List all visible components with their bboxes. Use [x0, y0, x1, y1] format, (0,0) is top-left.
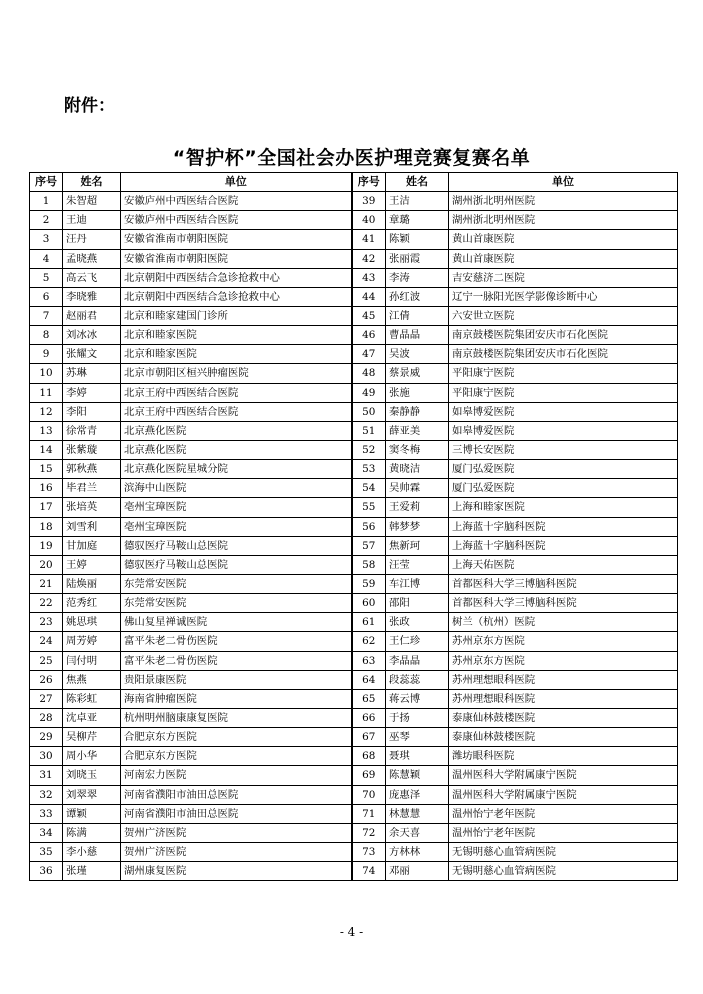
row-unit-right: 泰康仙林鼓楼医院	[449, 728, 678, 747]
row-unit: 安徽省淮南市朝阳医院	[121, 249, 352, 268]
row-name-right: 车江博	[386, 574, 449, 593]
row-name: 刘冰冰	[63, 326, 121, 345]
row-name-right: 吴波	[386, 345, 449, 364]
table-row	[30, 287, 678, 306]
row-unit: 亳州宝璋医院	[121, 498, 352, 517]
row-unit: 贺州广济医院	[121, 842, 352, 861]
row-name: 刘雪利	[63, 517, 121, 536]
row-name-right: 蔡景威	[386, 364, 449, 383]
row-no-right: 64	[352, 670, 386, 689]
row-unit: 河南省濮阳市油田总医院	[121, 804, 352, 823]
row-no: 12	[30, 402, 63, 421]
row-no-right: 44	[352, 287, 386, 306]
row-no: 24	[30, 632, 63, 651]
row-unit-right: 温州怡宁老年医院	[449, 804, 678, 823]
row-unit-right: 无锡明慈心血管病医院	[449, 842, 678, 861]
row-no: 20	[30, 555, 63, 574]
row-name-right: 方林林	[386, 842, 449, 861]
row-unit: 杭州明州脑康康复医院	[121, 708, 352, 727]
row-name-right: 余天喜	[386, 823, 449, 842]
row-name: 吴柳芹	[63, 728, 121, 747]
row-name-right: 王爱莉	[386, 498, 449, 517]
row-name: 李婷	[63, 383, 121, 402]
table-row	[30, 613, 678, 632]
row-unit: 河南省濮阳市油田总医院	[121, 785, 352, 804]
row-name: 陆焕丽	[63, 574, 121, 593]
row-unit-right: 首都医科大学三博脑科医院	[449, 594, 678, 613]
row-unit-right: 三博长安医院	[449, 440, 678, 459]
row-no: 34	[30, 823, 63, 842]
row-name: 闫付明	[63, 651, 121, 670]
row-name-right: 林慧慧	[386, 804, 449, 823]
row-unit-right: 苏州理想眼科医院	[449, 670, 678, 689]
row-unit-right: 上海蓝十字脑科医院	[449, 517, 678, 536]
row-no-right: 51	[352, 421, 386, 440]
row-unit: 北京王府中西医结合医院	[121, 402, 352, 421]
row-unit: 北京和睦家建国门诊所	[121, 306, 352, 325]
table-row	[30, 440, 678, 459]
row-unit: 北京王府中西医结合医院	[121, 383, 352, 402]
row-no-right: 57	[352, 536, 386, 555]
row-unit: 安徽庐州中西医结合医院	[121, 211, 352, 230]
table-row	[30, 823, 678, 842]
row-unit: 北京和睦家医院	[121, 326, 352, 345]
row-name: 毕君兰	[63, 479, 121, 498]
row-no: 16	[30, 479, 63, 498]
row-name: 王迪	[63, 211, 121, 230]
row-unit-right: 上海和睦家医院	[449, 498, 678, 517]
table-row	[30, 689, 678, 708]
row-name-right: 李涛	[386, 268, 449, 287]
row-unit: 安徽庐州中西医结合医院	[121, 192, 352, 211]
row-unit: 北京市朝阳区桓兴肿瘤医院	[121, 364, 352, 383]
row-unit: 贵阳景康医院	[121, 670, 352, 689]
row-no: 10	[30, 364, 63, 383]
table-row	[30, 192, 678, 211]
row-name-right: 秦静静	[386, 402, 449, 421]
row-unit-right: 六安世立医院	[449, 306, 678, 325]
row-unit-right: 吉安慈济二医院	[449, 268, 678, 287]
row-unit: 德驭医疗马鞍山总医院	[121, 536, 352, 555]
row-name-right: 于扬	[386, 708, 449, 727]
row-no-right: 50	[352, 402, 386, 421]
row-name-right: 王洁	[386, 192, 449, 211]
row-no: 13	[30, 421, 63, 440]
row-unit: 滨海中山医院	[121, 479, 352, 498]
row-name: 姚思琪	[63, 613, 121, 632]
table-row	[30, 728, 678, 747]
table-row	[30, 326, 678, 345]
row-name: 王婷	[63, 555, 121, 574]
row-no: 33	[30, 804, 63, 823]
row-name-right: 段蕊蕊	[386, 670, 449, 689]
row-name-right: 聂琪	[386, 747, 449, 766]
row-unit: 海南省肿瘤医院	[121, 689, 352, 708]
row-no-right: 56	[352, 517, 386, 536]
table-row	[30, 555, 678, 574]
row-no-right: 68	[352, 747, 386, 766]
row-name: 周芳婷	[63, 632, 121, 651]
row-no: 17	[30, 498, 63, 517]
row-name: 刘晓玉	[63, 766, 121, 785]
row-name: 李小慈	[63, 842, 121, 861]
row-no: 3	[30, 230, 63, 249]
row-unit: 河南宏力医院	[121, 766, 352, 785]
row-name-right: 孙红波	[386, 287, 449, 306]
table-row	[30, 594, 678, 613]
row-no-right: 60	[352, 594, 386, 613]
row-name-right: 邵阳	[386, 594, 449, 613]
row-no: 31	[30, 766, 63, 785]
table-row	[30, 249, 678, 268]
roster-table	[29, 172, 678, 881]
table-row	[30, 651, 678, 670]
row-name: 陈满	[63, 823, 121, 842]
row-unit-right: 无锡明慈心血管病医院	[449, 862, 678, 881]
row-unit-right: 首都医科大学三博脑科医院	[449, 574, 678, 593]
row-name-right: 庞惠泽	[386, 785, 449, 804]
row-unit-right: 上海蓝十字脑科医院	[449, 536, 678, 555]
row-name: 高云飞	[63, 268, 121, 287]
table-row	[30, 536, 678, 555]
table-row	[30, 230, 678, 249]
row-unit: 安徽省淮南市朝阳医院	[121, 230, 352, 249]
table-row	[30, 402, 678, 421]
row-no-right: 63	[352, 651, 386, 670]
row-unit: 北京和睦家医院	[121, 345, 352, 364]
row-unit-right: 平阳康宁医院	[449, 364, 678, 383]
row-unit-right: 温州怡宁老年医院	[449, 823, 678, 842]
row-name-right: 章璐	[386, 211, 449, 230]
row-name-right: 张丽霞	[386, 249, 449, 268]
row-unit: 湖州康复医院	[121, 862, 352, 881]
row-no-right: 66	[352, 708, 386, 727]
row-name: 郭秋燕	[63, 460, 121, 479]
attachment-label: 附件：	[64, 96, 115, 116]
row-name: 张耀文	[63, 345, 121, 364]
row-unit-right: 温州医科大学附属康宁医院	[449, 766, 678, 785]
row-name-right: 汪莹	[386, 555, 449, 574]
row-unit-right: 如皋博爱医院	[449, 421, 678, 440]
table-row	[30, 708, 678, 727]
row-unit-right: 苏州京东方医院	[449, 651, 678, 670]
row-no: 21	[30, 574, 63, 593]
row-no-right: 46	[352, 326, 386, 345]
row-unit: 东莞常安医院	[121, 574, 352, 593]
row-name: 张培英	[63, 498, 121, 517]
row-no-right: 61	[352, 613, 386, 632]
row-unit: 北京朝阳中西医结合急诊抢救中心	[121, 268, 352, 287]
row-no-right: 42	[352, 249, 386, 268]
row-name: 赵丽君	[63, 306, 121, 325]
row-no-right: 58	[352, 555, 386, 574]
row-no-right: 59	[352, 574, 386, 593]
row-no: 22	[30, 594, 63, 613]
row-no-right: 69	[352, 766, 386, 785]
row-no: 19	[30, 536, 63, 555]
row-name: 孟晓燕	[63, 249, 121, 268]
table-row	[30, 211, 678, 230]
row-unit: 合肥京东方医院	[121, 728, 352, 747]
row-name-right: 王仁珍	[386, 632, 449, 651]
row-name: 周小华	[63, 747, 121, 766]
row-unit: 合肥京东方医院	[121, 747, 352, 766]
row-name: 朱智超	[63, 192, 121, 211]
row-no: 29	[30, 728, 63, 747]
row-name: 范秀红	[63, 594, 121, 613]
table-row	[30, 479, 678, 498]
row-unit-right: 湖州浙北明州医院	[449, 211, 678, 230]
row-unit-right: 南京鼓楼医院集团安庆市石化医院	[449, 345, 678, 364]
table-row	[30, 747, 678, 766]
row-unit: 北京燕化医院	[121, 421, 352, 440]
row-no-right: 47	[352, 345, 386, 364]
table-header-row	[30, 173, 678, 192]
table-row	[30, 670, 678, 689]
row-no: 15	[30, 460, 63, 479]
row-no: 5	[30, 268, 63, 287]
row-unit-right: 黄山首康医院	[449, 249, 678, 268]
row-no-right: 72	[352, 823, 386, 842]
row-no-right: 55	[352, 498, 386, 517]
row-no: 14	[30, 440, 63, 459]
row-unit: 佛山复星禅诚医院	[121, 613, 352, 632]
table-row	[30, 498, 678, 517]
row-no-right: 39	[352, 192, 386, 211]
table-row	[30, 862, 678, 881]
row-no: 36	[30, 862, 63, 881]
row-name-right: 李晶晶	[386, 651, 449, 670]
page-title: “智护杯”全国社会办医护理竞赛复赛名单	[172, 147, 531, 169]
header-no-right: 序号	[352, 173, 386, 192]
page-number: - 4 -	[339, 925, 364, 939]
row-name: 苏琳	[63, 364, 121, 383]
row-no-right: 48	[352, 364, 386, 383]
row-no-right: 70	[352, 785, 386, 804]
row-unit: 亳州宝璋医院	[121, 517, 352, 536]
row-name: 李阳	[63, 402, 121, 421]
row-no-right: 41	[352, 230, 386, 249]
row-no-right: 43	[352, 268, 386, 287]
table-row	[30, 766, 678, 785]
table-row	[30, 785, 678, 804]
header-no: 序号	[30, 173, 63, 192]
table-row	[30, 517, 678, 536]
row-unit-right: 厦门弘爱医院	[449, 479, 678, 498]
row-no: 2	[30, 211, 63, 230]
row-unit-right: 苏州京东方医院	[449, 632, 678, 651]
row-name-right: 陈慧颖	[386, 766, 449, 785]
row-unit-right: 温州医科大学附属康宁医院	[449, 785, 678, 804]
row-no-right: 74	[352, 862, 386, 881]
row-name: 张紫璇	[63, 440, 121, 459]
row-no: 8	[30, 326, 63, 345]
row-unit-right: 平阳康宁医院	[449, 383, 678, 402]
row-name: 谭颖	[63, 804, 121, 823]
row-no-right: 52	[352, 440, 386, 459]
row-no-right: 67	[352, 728, 386, 747]
table-row	[30, 842, 678, 861]
row-no: 9	[30, 345, 63, 364]
table-row	[30, 460, 678, 479]
row-name-right: 韩梦梦	[386, 517, 449, 536]
row-name-right: 焦新珂	[386, 536, 449, 555]
row-no: 23	[30, 613, 63, 632]
row-unit: 北京燕化医院星城分院	[121, 460, 352, 479]
row-unit: 贺州广济医院	[121, 823, 352, 842]
row-unit-right: 苏州理想眼科医院	[449, 689, 678, 708]
row-name-right: 吴帅霖	[386, 479, 449, 498]
row-unit-right: 树兰（杭州）医院	[449, 613, 678, 632]
row-no-right: 71	[352, 804, 386, 823]
table-row	[30, 268, 678, 287]
row-name-right: 巫琴	[386, 728, 449, 747]
row-no: 4	[30, 249, 63, 268]
row-name: 沈卓亚	[63, 708, 121, 727]
table-row	[30, 364, 678, 383]
row-name: 张瑾	[63, 862, 121, 881]
row-no-right: 40	[352, 211, 386, 230]
row-unit-right: 上海天佑医院	[449, 555, 678, 574]
row-no-right: 65	[352, 689, 386, 708]
row-unit: 北京朝阳中西医结合急诊抢救中心	[121, 287, 352, 306]
row-no-right: 45	[352, 306, 386, 325]
row-name: 陈彩虹	[63, 689, 121, 708]
row-name: 焦燕	[63, 670, 121, 689]
header-unit: 单位	[121, 173, 352, 192]
header-name: 姓名	[63, 173, 121, 192]
row-name: 汪丹	[63, 230, 121, 249]
row-unit-right: 厦门弘爱医院	[449, 460, 678, 479]
row-no-right: 53	[352, 460, 386, 479]
row-no: 1	[30, 192, 63, 211]
row-unit-right: 湖州浙北明州医院	[449, 192, 678, 211]
row-name-right: 曹晶晶	[386, 326, 449, 345]
row-no: 27	[30, 689, 63, 708]
row-name-right: 黄晓洁	[386, 460, 449, 479]
row-name-right: 江倩	[386, 306, 449, 325]
row-unit-right: 泰康仙林鼓楼医院	[449, 708, 678, 727]
row-name-right: 薛亚美	[386, 421, 449, 440]
row-no-right: 54	[352, 479, 386, 498]
header-name-right: 姓名	[386, 173, 449, 192]
row-no-right: 49	[352, 383, 386, 402]
row-no: 28	[30, 708, 63, 727]
table-row	[30, 421, 678, 440]
row-no: 26	[30, 670, 63, 689]
table-row	[30, 383, 678, 402]
header-unit-right: 单位	[449, 173, 678, 192]
row-name-right: 蒋云博	[386, 689, 449, 708]
row-unit-right: 如皋博爱医院	[449, 402, 678, 421]
row-name-right: 陈颖	[386, 230, 449, 249]
row-no-right: 62	[352, 632, 386, 651]
row-unit-right: 南京鼓楼医院集团安庆市石化医院	[449, 326, 678, 345]
row-name-right: 张政	[386, 613, 449, 632]
row-no: 7	[30, 306, 63, 325]
row-unit-right: 辽宁一脉阳光医学影像诊断中心	[449, 287, 678, 306]
row-unit: 北京燕化医院	[121, 440, 352, 459]
row-name: 甘加庭	[63, 536, 121, 555]
row-unit-right: 潍坊眼科医院	[449, 747, 678, 766]
row-unit: 德驭医疗马鞍山总医院	[121, 555, 352, 574]
row-no: 18	[30, 517, 63, 536]
row-name: 徐常青	[63, 421, 121, 440]
row-name: 李晓雅	[63, 287, 121, 306]
row-no: 25	[30, 651, 63, 670]
row-no-right: 73	[352, 842, 386, 861]
row-no: 35	[30, 842, 63, 861]
row-no: 32	[30, 785, 63, 804]
table-row	[30, 804, 678, 823]
roster-body	[30, 192, 678, 881]
table-row	[30, 574, 678, 593]
row-name: 刘翠翠	[63, 785, 121, 804]
row-unit: 富平朱老二骨伤医院	[121, 651, 352, 670]
table-row	[30, 345, 678, 364]
row-name-right: 张施	[386, 383, 449, 402]
row-name-right: 窦冬梅	[386, 440, 449, 459]
row-no: 30	[30, 747, 63, 766]
row-no: 11	[30, 383, 63, 402]
row-no: 6	[30, 287, 63, 306]
table-row	[30, 632, 678, 651]
table-row	[30, 306, 678, 325]
row-unit: 富平朱老二骨伤医院	[121, 632, 352, 651]
row-unit-right: 黄山首康医院	[449, 230, 678, 249]
row-name-right: 邓丽	[386, 862, 449, 881]
row-unit: 东莞常安医院	[121, 594, 352, 613]
